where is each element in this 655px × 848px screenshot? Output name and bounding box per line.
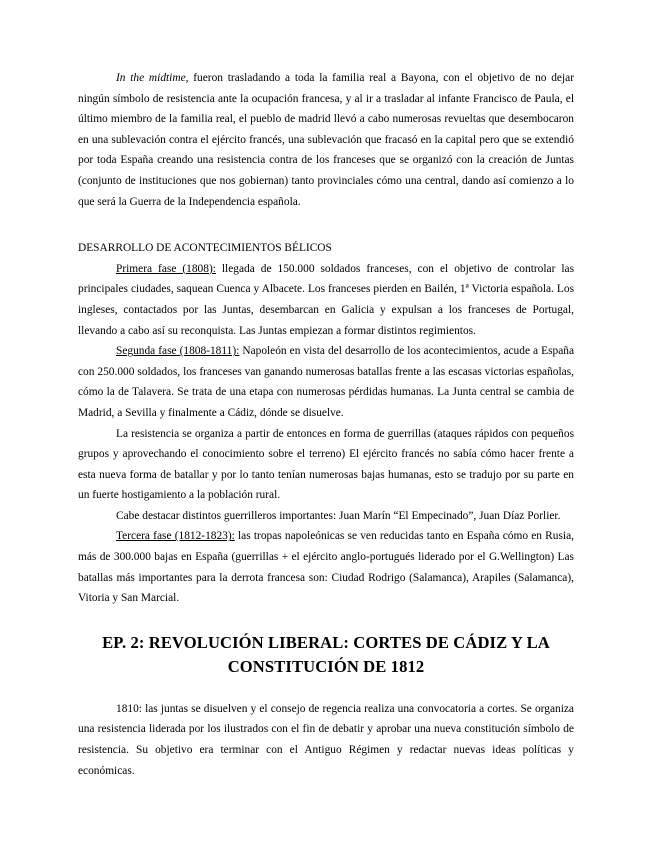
episode-title: EP. 2: REVOLUCIÓN LIBERAL: CORTES DE CÁDIZ Y LA CONSTITUCIÓN DE 1812 xyxy=(102,632,550,676)
spacer xyxy=(78,212,574,238)
phase2-text: Napoleón en vista del desarrollo de los acontecimientos, acude a España con 250.000 soldados, los franceses van ganando numerosas batallas frente a las escasas victorias españolas, cómo la de Talavera. Se trata de una etapa con numerosas pérdidas humanas. La Junta central se cambia de Madrid, a Sevilla y finalmente a Cádiz, dónde se disuelve. xyxy=(78,345,574,419)
guerrilleros-paragraph: Cabe destacar distintos guerrilleros importantes: Juan Marín “El Empecinado”, Juan Díaz Porlier. xyxy=(116,509,561,522)
document-page xyxy=(78,68,574,781)
phase3-text: las tropas napoleónicas se ven reducidas tanto en España cómo en Rusia, más de 300.000 bajas en España (guerrillas + el ejército anglo-portugués liderado por el G.Wellington) Las batallas más importantes para la derrota francesa son: Ciudad Rodrigo (Salamanca), Arapiles (Salamanca), Vitoria y San Marcial. xyxy=(78,530,574,605)
phase3-paragraph xyxy=(78,526,574,608)
phase2-paragraph xyxy=(78,341,574,423)
section-heading: DESARROLLO DE ACONTECIMIENTOS BÉLICOS xyxy=(78,242,332,255)
intro-paragraph xyxy=(78,68,574,212)
phase1-text: llegada de 150.000 soldados franceses, con el objetivo de controlar las principales ciudades, saquean Cuenca y Albacete. Los franceses pierden en Bailén, 1ª Victoria española. Los ingleses, contactados por las Juntas, desembarcan en Galicia y expulsan a los franceses de Portugal, llevando a cabo así su reconquista. Las Juntas empiezan a formar distintos regimientos. xyxy=(78,262,574,337)
intro-lead-italic: In the midtime, xyxy=(116,72,189,84)
intro-text: fueron trasladando a toda la familia real a Bayona, con el objetivo de no dejar ningún símbolo de resistencia ante la ocupación francesa, y al ir a trasladar al infante Francisco de Paula, el último miembro de la familia real, el pueblo de madrid llevó a cabo numerosas revueltas que desembocaron en una sublevación contra el ejército francés, una sublevación que fracasó en la capital pero que se extendió por toda España creando una resistencia contra de los franceses que se organizó con la creación de Juntas (conjunto de instituciones que nos gobiernan) tanto provinciales cómo una central, dando así comienzo a lo que será la Guerra de la Independencia española. xyxy=(78,72,574,208)
phase2-label: Segunda fase (1808-1811): xyxy=(116,345,240,358)
guerrillas-paragraph: La resistencia se organiza a partir de entonces en forma de guerrillas (ataques rápidos con pequeños grupos y aprovechando el conocimiento sobre el terreno) El ejército francés no sabía cómo hacer frente a esta nueva forma de batallar y por lo tanto tenían numerosas bajas humanas, esto se tradujo por su parte en un fuerte hostigamiento a la población rural. xyxy=(78,427,574,502)
phase3-label: Tercera fase (1812-1823): xyxy=(116,530,235,543)
phase1-label: Primera fase (1808): xyxy=(116,262,216,275)
phase1-paragraph xyxy=(78,259,574,341)
episode-paragraph: 1810: las juntas se disuelven y el consejo de regencia realiza una convocatoria a cortes. Se organiza una resistencia liderada por los ilustrados con el fin de debatir y aprobar una nueva constitución símbolo de resistencia. Su objetivo era terminar con el Antiguo Régimen y redactar nuevas ideas políticas y económicas. xyxy=(78,702,574,777)
